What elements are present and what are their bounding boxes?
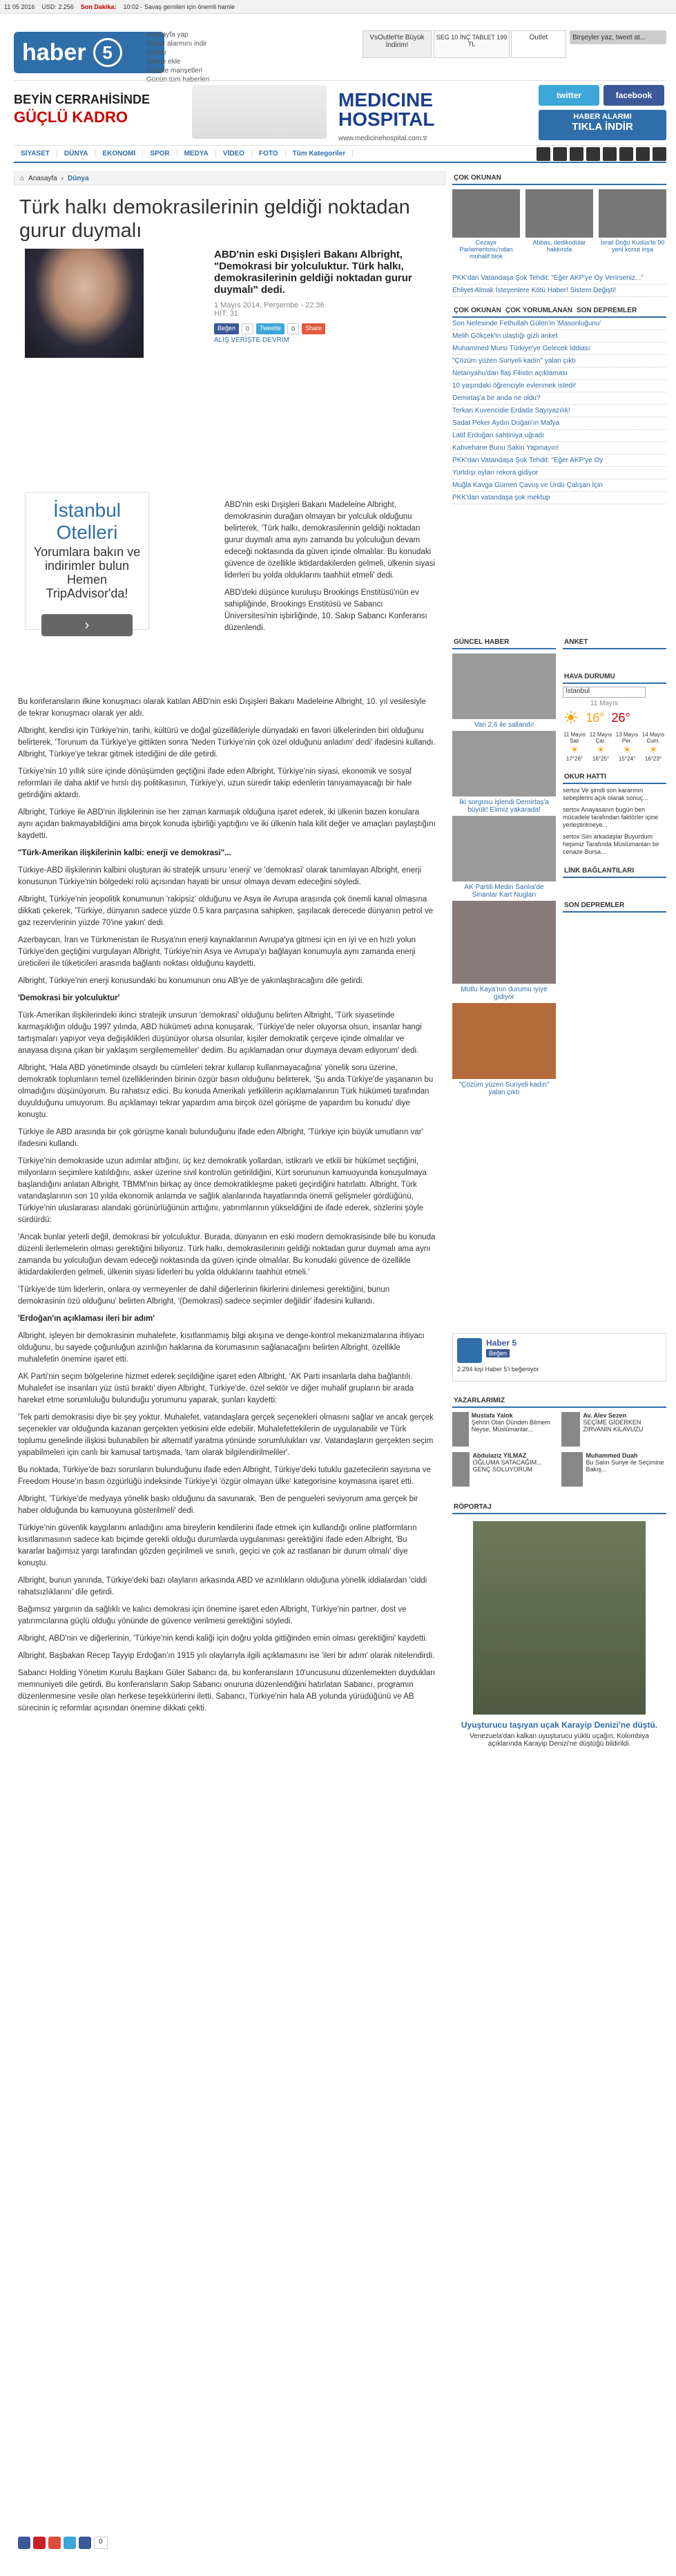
avatar (452, 1452, 470, 1487)
article-paragraph: 'Tek parti demokrasisi diye bir şey yoktur. Muhalefet, vatandaşlara gerçek seçenekleri olmasını sağlar ve ancak gerçek seçenekler var olduğunda kazanan gerçekten yetkisini elde edebilir. Muhalefettekilerin de uygulanabilir ve Türk toplumu genelinde ilişkisi bulunabilen bir alternatif yaratma yönünde sorumlulukları var. Vatandaşların gerçekten seçim yapabilmeleri için canlı bir kamusal tartışmada, 'tam olarak bilgilendirilmeliler'. (18, 1413, 434, 1457)
twitter-button[interactable]: twitter (539, 85, 599, 106)
hospital-name: MEDICINE HOSPITAL (338, 89, 435, 130)
bottom-share (18, 2537, 108, 2549)
nav-item[interactable]: EKONOMİ (96, 150, 144, 158)
sidebar-top (452, 171, 666, 504)
article-paragraph: Albright, ABD'nin ve diğerlerinin, 'Türkiye'nin kendi kaliği için doğru yolda gittiğinden emin olması gerektiğini' kaydetti. (18, 1634, 428, 1643)
nav-item[interactable]: SPOR (143, 150, 177, 158)
forecast-day (589, 732, 612, 762)
header-links (146, 30, 209, 84)
thumb-image (452, 189, 520, 238)
article-paragraph: Bu konferansların ilkine konuşmacı olarak katılan ABD'nin eski Dışişleri Bakanı Madeleine Albright, 10. yıl vesilesiyle de tekrar konuşmacı olarak yer aldı. (18, 698, 426, 718)
list-item[interactable]: Ehliyet Almak İsteyenlere Kötü Haber! Sistem Değişti! (452, 285, 666, 297)
article-body (18, 696, 436, 1720)
twitter-icon[interactable] (553, 147, 567, 161)
nav-categories[interactable]: Tüm Kategoriler (286, 150, 354, 158)
current-date: 11 05 2016 (4, 3, 35, 10)
alarm-label: HABER ALARMI (573, 113, 632, 121)
banner-slogan-line1: BEYİN CERRAHİSİNDE (14, 93, 151, 106)
header-link[interactable]: Linkler (146, 49, 167, 57)
tab-earthquakes[interactable]: SON DEPREMLER (576, 306, 637, 314)
guncel-image[interactable] (452, 653, 556, 719)
facebook-icon[interactable] (18, 2537, 30, 2549)
article-paragraph: 'Ancak bunlar yeterli değil, demokrasi bir yolculuktur. Burada, dünyanın en eski modern demokrasisinde bile bu konuda düzenli ilerlemelerin olması gerektiğini biliyoruz. Türk halkı, demokrasilerinin geldiği noktadan gurur duymalı ama aynı zamanda bu yolculuğun devam edeceği noktasında da güven içinde olmalılar. Bu konudaki güvence de özellikle iktidardakilerden gelmeli, ülkenin siyasi liderleri bu yolda olduklarını taahhüt etmeli.' (18, 1233, 436, 1277)
sun-icon: ☀ (622, 744, 632, 755)
alarm-cta: TIKLA İNDİR (572, 121, 633, 133)
logo-number: 5 (93, 38, 122, 67)
writer-article: SEÇİME GİDERKEN ZIRVANIN KILAVUZU (583, 1419, 644, 1433)
news-tabs (452, 304, 666, 318)
home-icon[interactable] (653, 147, 666, 161)
header-link[interactable]: Gazete manşetleri (146, 67, 203, 75)
pinterest-icon[interactable] (33, 2537, 46, 2549)
comment-item[interactable]: sertox Ve şimdi son kararının sebeplerini açık olarak sonuç... (563, 787, 648, 801)
related-link[interactable]: ALIŞ VERİŞTE DEVRİM (214, 336, 289, 344)
article-paragraph: ABD'nin eski Dışişleri Bakanı Madeleine Albright, demokrasinin durağan olmayan bir yolculuk olduğunu belirterek, 'Türk halkı, demokrasilerinin geldiği noktadan gurur duymalı ama aynı zamanda bu yolculuğun devam edeceği noktasında da güven içinde olmalılar. Bu konudaki güvence de özellikle iktidardakilerden gelmeli, ülkenin siyasi liderleri bu yolda olduklarını taahhüt etmeli' dedi. (224, 501, 435, 580)
ad-next-button[interactable]: › (41, 614, 133, 636)
reportaj-text: Venezuela'dan kalkan uyuşturucu yüklü uçağın, Kolombiya açıklarında Karayip Denizi'ne düştüğü bildirildi. (470, 1733, 649, 1748)
breadcrumb-current[interactable]: Dünya (68, 174, 89, 182)
share-button[interactable]: Share (302, 323, 325, 334)
fb-count: 2.294 kişi Haber 5'i beğeniyor. (457, 1366, 541, 1373)
article-paragraph: Albright, Türkiye'nin enerji konusundaki bu konumunun onu AB'ye de yakınlaştıracağını dile getirdi. (18, 977, 365, 985)
thumb-item[interactable] (452, 189, 520, 260)
article-paragraph: Türkiye'nin demokraside uzun adımlar attığını, üç kez demokratik yollardan, istikrarlı ve etkili bir hükümet seçtiğini, milyonların seçimlere katıldığını, asker üzerine sivil kontrolün getirildiğini, Kürt sorununun kamuoyunda konuşulmaya başlandığını anlatan Albright, TBMM'nin birkaç ay önce demokratikleşme paketi geçirdiğini hatırlattı. Albright, Türk vatandaşlarının son 10 yılda ekonomik anlamda ve sağlık alanlarında hayatlarında önemli gelişmeler gördüğünü, Türkiye'nin uluslararası alandaki görünürlüğünün arttığını, yatırımlarının yükseldiğini de ifade ederek, sözlerini şöyle sürdürdü: (18, 1157, 427, 1224)
article-paragraph: ABD'deki düşünce kuruluşu Brookings Enstitüsü'nün ev sahipliğinde, Brookings Enstitüsü ve Sabancı Üniversitesi'nin işbirliğinde, 10. Sakıp Sabancı Konferansı düzenlendi. (224, 589, 427, 632)
breaking-list (452, 272, 666, 297)
comment-item[interactable]: sertox Anayasanın bugün ben mücadele tarafından faktörler içine yerleştirilmeye... (563, 806, 659, 828)
facebook-icon[interactable] (537, 147, 550, 161)
forecast-label: 14 Mayıs Cum. (641, 732, 665, 744)
guncel-caption[interactable]: AK Partili Medin Sanlıa'de Sinanlar Kart Nugları (464, 884, 544, 899)
list-item[interactable]: Melih Gökçek'in ulaştığı gizli anket (452, 330, 666, 343)
ad-text: Yorumlara bakın ve indirimler bulun Hemen TripAdvisor'da! (33, 545, 141, 600)
writer-name: Mustafa Yalok (471, 1412, 513, 1419)
article-paragraph: Albright, bunun yanında, Türkiye'deki bazı olayların arkasında ABD ve azınlıkların olduğuna yönelik iddialardan 'ciddi rahatsızlıklarını' dile getirdi. (18, 1576, 427, 1596)
reportaj-image[interactable] (473, 1521, 646, 1715)
earthquakes-title: SON DEPREMLER (563, 899, 666, 913)
thumb-caption: Cezayir Parlamentosu'ndan muhalif blok (459, 239, 513, 260)
header-ad-outlet[interactable]: Outlet (511, 30, 566, 58)
guncel-caption[interactable]: Van 2,6 ile sallandı! (474, 721, 534, 729)
forecast-day (641, 732, 665, 762)
forecast-label: 13 Mayıs Per. (615, 732, 639, 744)
list-item[interactable]: Muğla Kavga Gümen Çavuş ve Ürdü Çalışan İçin (452, 479, 666, 492)
page-avatar (457, 1338, 482, 1363)
list-item[interactable]: Kahvehane Bunu Sakin Yapmayın! (452, 442, 666, 455)
site-logo[interactable] (14, 32, 164, 73)
weather-city-select[interactable]: İstanbul (563, 687, 646, 698)
weather-title: HAVA DURUMU (563, 670, 666, 684)
forecast-label: 12 Mayıs Çar. (589, 732, 612, 744)
weather-widget (563, 687, 666, 762)
right-column (563, 636, 666, 913)
article-paragraph: Türkiye'nin güvenlik kaygılarını anladığını ama bireylerin kendilerini ifade etmek için kullandığı online platformların kısıtlanmasının sadece katı biçimde gerekli olduğu durumlarda uygulanması gerektiğini ifade eden Albright, 'Bu kararlar bağımsız yargı tarafından gözden geçirilmeli ve sınırlı, geçici ve çok az rastlanan bir durum olmalı' diye konuştu. (18, 1524, 417, 1567)
thumb-caption: Abbas, dedikodular hakkında (532, 239, 586, 253)
weather-low: 16° (586, 711, 605, 725)
forecast-temp: 16°23° (644, 756, 662, 762)
tab-most-commented[interactable]: ÇOK YORUMLANAN (505, 306, 572, 314)
article-paragraph: Albright, Başbakan Recep Tayyip Erdoğan'ın 1915 yılı olaylarıyla ilgili açıklamasını ise 'ileri bir adım' olarak nitelendirdi. (18, 1652, 435, 1660)
article-paragraph: Albright, 'Türkiye'de medyaya yönelik baskı olduğunu da savunarak, 'Ben de pengueleri seviyorum ama gerçek bir haber olduğunda bu kamuoyuna gösterilmeli' dedi. (18, 1495, 418, 1515)
thumb-caption: İsrail Doğu Kudüs'te 90 yeni konut inşa (600, 239, 665, 253)
forecast-day (615, 732, 639, 762)
list-item[interactable]: "Çözüm yüzen Suriyeli kadın" yalan çıktı (452, 355, 666, 368)
social-buttons (539, 85, 664, 106)
article-photo (25, 249, 144, 358)
gplus-count: 0 (287, 323, 299, 334)
header-link[interactable]: Haber alarmını indir (146, 40, 207, 48)
guncel-caption[interactable]: Mutlu Kaya'nın durumu iyiye gidiyor (461, 986, 548, 1001)
nav-item[interactable]: VİDEO (216, 150, 252, 158)
article-title: Türk halkı demokrasilerinin geldiği noktadan gurur duymalı (19, 196, 410, 242)
weather-high: 26° (611, 711, 630, 725)
header-ad-vsoutlet[interactable]: VsOutlet'te Büyük İndirim! (363, 30, 432, 58)
links-title: LİNK BAĞLANTILARI (563, 864, 666, 878)
header-link[interactable]: Anasayfa yap (146, 31, 189, 39)
logo-text: haber (22, 39, 86, 66)
writer-item[interactable] (452, 1412, 556, 1447)
guncel-column (452, 636, 556, 1098)
sun-icon: ☀ (563, 707, 579, 728)
list-item[interactable]: Yurtdışı oyları rekora gidiyor (452, 467, 666, 479)
article-paragraph: Türk-Amerikan ilişkilerindeki ikinci stratejik unsurun 'demokrasi' olduğunu belirten Albright, 'Türk siyasetinde karmaşıklığın olduğu 1997 yılında, ABD hükümeti adına konuşarak, 'Türkiye'de neler oluyorsa olsun, insanlar hangi tartışmaları yapıyor veya değişiklikleri düşünüyor olursa olsunlar, kişiler demokratik çerçeve içinde olmalılar ve anayasa dışına çıkan bir yaklaşım sergilememeliler' dedim. Bu açıklamadan onur duymaya devam ediyorum' dedi. (18, 1011, 422, 1055)
header-link[interactable]: Günün tüm haberleri (146, 76, 210, 84)
list-item[interactable]: PKK'dan Vatandaşa Şok Tehdit: "Eğer AKP'ye Oy (452, 455, 666, 467)
article-paragraph: Albright, Türkiye'nin jeopolitik konumunun 'rakipsiz' olduğunu ve Asya ile Avrupa arasında çok önemli kanal olmasına dikkati çekerek, 'Türkiye, dünyanın sadece yüzde 0.5 kara parçasına sahipken, şaşılacak derecede dünyanın petrol ve gaz rezervlerinin yüzde 70'ine yakın' dedi. (18, 895, 434, 927)
list-item[interactable]: Terkan Kuvencidie Erdada Sayıyazılık! (452, 405, 666, 417)
guncel-image[interactable] (452, 901, 556, 984)
list-item[interactable]: Son Nefesinde Fethullah Gülen'in 'Masonluğunu' (452, 318, 666, 330)
writer-item[interactable] (452, 1452, 556, 1487)
header-link[interactable]: Sitene ekle (146, 58, 181, 66)
article-paragraph: Bağımsız yargının da sağlıklı ve kalıcı demokrasi için önemine işaret eden Albright, Türkiye'nin partner, dost ve yatırımcılarına güçlü olduğu yönünde de güvence verilmesi gerektiğini söyledi. (18, 1605, 407, 1625)
article-subheading: "Türk-Amerikan ilişkilerinin kalbi: enerji ve demokrasi"... (18, 849, 231, 857)
share-count: 0 (94, 2537, 108, 2549)
sun-icon: ☀ (648, 744, 658, 755)
avatar (561, 1412, 580, 1447)
guncel-title: GÜNCEL HABER (452, 636, 556, 649)
home-icon[interactable]: ⌂ (20, 174, 25, 182)
facebook-like-button[interactable]: Beğen (214, 323, 239, 334)
share-bar (214, 323, 435, 334)
doctors-image (192, 85, 327, 139)
sun-icon: ☀ (596, 744, 606, 755)
guncel-image[interactable] (452, 1003, 556, 1079)
guncel-image[interactable] (452, 816, 556, 881)
article-paragraph: Albright, işleyen bir demokrasinin muhalefete, kısıtlanmamış bilgi akışına ve denge-kontrol mekanizmalarına ihtiyacı olduğunu, bu sayede çoğunluğun azınlığın haklarına da korumasının sağlanacağını belirten Albright, özellikle muhalefetin önemine işaret etti. (18, 1332, 425, 1364)
facebook-widget (452, 1333, 666, 1382)
list-item[interactable]: Sadat Peker Aydın Doğan'ın Mafya (452, 417, 666, 430)
article-summary (214, 249, 435, 344)
reportaj-title: RÖPORTAJ (452, 1500, 666, 1514)
avatar (561, 1452, 583, 1487)
sun-icon: ☀ (570, 744, 579, 755)
writer-article: Bu Salın Suriye ile Seçimine Bakış... (586, 1459, 664, 1473)
news-alarm-button[interactable] (539, 110, 666, 140)
article-paragraph: Türkiye ile ABD arasında bir çok görüşme kanalı bulunduğunu ifade eden Albright, 'Türkiye için büyük umutların var' ifadesini kullandı. (18, 1128, 423, 1148)
okur-list (563, 787, 666, 856)
like-count: 0 (242, 323, 253, 334)
writer-name: Abdulaziz YILMAZ (472, 1452, 527, 1459)
main-nav (14, 145, 666, 163)
guncel-caption[interactable]: "Çözüm yüzen Suriyeli kadın" yalan çıktı (458, 1081, 550, 1096)
hotel-ad[interactable] (25, 492, 149, 633)
breadcrumb (14, 171, 445, 185)
writer-name: Av. Alev Sezen (583, 1412, 627, 1419)
tweet-button[interactable]: Tweetle (256, 323, 284, 334)
fb-like-button[interactable]: Beğen (486, 1349, 510, 1357)
rss-icon[interactable] (603, 147, 617, 161)
article-paragraph: Azerbaycan, İran ve Türkmenistan ile Rusya'nın enerji kaynaklarının Avrupa'ya gitmesi için en iyi ve en hızlı yolun Türkiye'den geçtiğini vurgulayan Albright, Türkiye'nin Asya ve Avrupa'yı bağlayan konumuyla aynı zamanda enerji üreticileri ile tüketicileri arasında bağlantı noktası olduğunu kaydetti. (18, 936, 416, 968)
banner-slogan-line2: GÜÇLÜ KADRO (14, 108, 128, 126)
mail-icon[interactable] (636, 147, 650, 161)
article-intro (224, 499, 435, 640)
anket-title: ANKET (563, 636, 666, 649)
article-paragraph: AK Parti'nin seçim bölgelerine hizmet ederek seçildiğine işaret eden Albright, 'AK Parti insanlarla daha bağlantılı. Muhalefet ise insanları yüz üstü bıraktı' diyen Albright, Türkiye'de, özel sektör ve diğer muhalif grupların bir arada hareket etme sorumluluğu bulunduğu yorumunu yaparak, şunları kaydetti: (18, 1373, 414, 1404)
writer-item[interactable] (561, 1412, 665, 1447)
breadcrumb-home[interactable]: Anasayfa (28, 174, 57, 182)
nav-item[interactable]: SİYASET (14, 150, 57, 158)
add-icon[interactable] (619, 147, 633, 161)
article-subheading: 'Demokrasi bir yolculuktur' (18, 994, 120, 1002)
article-paragraph: Türkiye-ABD ilişkilerinin kalbini oluşturan iki stratejik unsuru 'enerji' ve 'demokrasi' olarak tanımlayan Albright, enerji konusunun Türkiye'nin bölgedeki rolü açısından hayati bir unsur olmaya devam edeceğini söyledi. (18, 866, 422, 886)
writer-article: OĞLUMA SATACAĞIM... GENÇ SOLUYORUM (472, 1459, 542, 1473)
sidebar-bottom (452, 1333, 666, 1748)
sidebar-tabs (452, 171, 666, 185)
hospital-logo (338, 89, 518, 142)
weather-date: 11 Mayıs (590, 700, 618, 707)
gplus-icon[interactable] (48, 2537, 61, 2549)
facebook-button[interactable]: facebook (603, 85, 664, 106)
tab-most-read[interactable]: ÇOK OKUNAN (454, 173, 501, 182)
list-item[interactable]: PKK'dan vatandaşa şok mektup (452, 492, 666, 504)
fb-page-name[interactable]: Haber 5 (486, 1338, 517, 1348)
article-paragraph: 'Türkiye'de tüm liderlerin, onlara oy vermeyenler de dahil diğerlerinin fikirlerini dinlemesi gerektiğini, bunun demokrasinin özü olduğunu' belirten Albright, '(Demokrasi) sadece seçimler değildir' ifadesini kullandı. (18, 1286, 390, 1306)
writers-title: YAZARLARIMIZ (452, 1394, 666, 1408)
usd-rate: USD: 2.256 (41, 3, 74, 10)
forecast-temp: 15°24° (618, 756, 636, 762)
list-item[interactable]: Demirtaş'a bir anda ne oldu? (452, 392, 666, 405)
news-list (452, 318, 666, 504)
article-paragraph: Albright, 'Hala ABD yönetiminde olsaydı bu cümleleri tekrar kullanıp kullanmayacağına' yönelik soru üzerine, demokratik toplumların temel özelliklerinden birinin özgür basın olduğunu belirterek, 'Şu anda Türkiye'de yaşananın bu olmadığını düşünüyorum. Bu rahatsız edici. Bu konuda Amerikalı yetkililerin açıklamalarının Türk hükümeti tarafından duyulduğunu umuyorum. Bu açıklamayı tekrar yapardım ama birçok özel görüşme de yapardım bu konudu' diye konuştu. (18, 1064, 434, 1119)
article-paragraph: Albright, Türkiye ile ABD'nin ilişkilerinin ise her zaman karmaşık olduğuna işaret ederek, iki ülkenin bazen konulara aynı açıdan bakmayabildiğini ama birçok konuda işbirliği yaptığını ve iki ülkenin hala kilit değer ve amaçları paylaştığını kaydetti. (18, 808, 436, 840)
facebook-share-icon[interactable] (79, 2537, 91, 2549)
thumb-item[interactable] (599, 189, 666, 260)
comment-item[interactable]: sertox Siin arkadaşlar Buyurdum hepimiz Tarafında Müslümanları bir cenaze Bursa... (563, 833, 659, 855)
ad-title: İstanbul Otelleri (52, 499, 122, 543)
linkedin-icon[interactable] (586, 147, 600, 161)
avatar (452, 1412, 469, 1447)
breadcrumb-separator: › (61, 174, 64, 182)
nav-icons (537, 147, 666, 161)
article-hits: HIT: 31 (214, 309, 238, 318)
list-item[interactable]: Latif Erdoğan sahtiniya uğradı (452, 430, 666, 442)
forecast-label: 11 Mayıs Salı (563, 732, 586, 744)
site-header (0, 14, 676, 84)
top-bar (0, 0, 676, 14)
nav-item[interactable]: MEDYA (177, 150, 216, 158)
article-paragraph: Sabancı Holding Yönetim Kurulu Başkanı Güler Sabancı da, bu konferansların 10'uncusunu düzenlemekten duydukları memnuniyeti dile getirdi. Bu konferansların Sakıp Sabancı onuruna düzenlendiğini hatırlatan Sabancı, programın düzenlenmesine vesile olan herkese teşekkürlerini iletti. Sabancı, Türkiye'nin hala AB yolunda yürüdüğünü ve AB sürecinin iç reformlar açısından önemine dikkati çekti. (18, 1669, 436, 1712)
header-ad-tablet[interactable]: SEG 10 İNÇ TABLET 199 TL (434, 30, 510, 58)
thumb-image (525, 189, 593, 238)
hospital-url: www.medicinehospital.com.tr (338, 135, 427, 142)
writer-name: Muhammed Duah (586, 1452, 638, 1459)
forecast-day (563, 732, 586, 762)
writer-item[interactable] (561, 1452, 665, 1487)
article-lead: ABD'nin eski Dışişleri Bakanı Albright, "Demokrasi bir yolculuktur. Türk halkı, demokrasilerinin geldiği noktadan gurur duymalı" dedi. (214, 249, 412, 296)
list-item[interactable]: PKK'dan Vatandaşa Şok Tehdit: "Eğer AKP'ye Oy Verirseniz..." (452, 272, 666, 285)
article-subheading: 'Erdoğan'ın açıklaması ileri bir adım' (18, 1315, 155, 1323)
reportaj-caption[interactable]: Uyuşturucu taşıyan uçak Karayip Denizi'ne düştü. (461, 1720, 658, 1730)
gplus-icon[interactable] (570, 147, 583, 161)
writer-article: Şehrin Olan Dünden Bilmem Neyse, Müslümanlar... (471, 1419, 550, 1433)
forecast-temp: 16°25° (592, 756, 610, 762)
article-paragraph: Türkiye'nin 10 yıllık süre içinde dönüşümden geçtiğini ifade eden Albright, Türkiye'nin siyasi, ekonomik ve sosyal reformları ile daha aktif ve hırslı dış politikasının, Türkiye'yi, uzun süredir takip edenlerin tanıyamayacağı bir hale getirdiğini aktardı. (18, 767, 412, 799)
tab-most-read[interactable]: ÇOK OKUNAN (454, 306, 501, 314)
banner-slogan (14, 90, 190, 132)
nav-item[interactable]: FOTO (252, 150, 286, 158)
article-paragraph: Bu noktada, Türkiye'de bazı sorunların bulunduğunu ifade eden Albright, Türkiye'deki tutuklu gazetecilerin sayısına ve Freedom House'ın basın özgürlüğü indeksinde Türkiye'yi 'özgür olmayan ülke' kategorisine koymasına işaret etti. (18, 1466, 431, 1486)
guncel-image[interactable] (452, 731, 556, 796)
article-date: 1 Mayıs 2014, Perşembe - 22:36 (214, 301, 325, 309)
list-item[interactable]: Muhammed Mursi Türkiye'ye Gelecek İddiası (452, 343, 666, 355)
okur-title: OKUR HATTI (563, 770, 666, 784)
breaking-news-link[interactable]: 10:02 - Savaş gemileri için önemli hamle (123, 3, 235, 10)
tweet-input[interactable]: Birşeyler yaz, tweet at... (570, 30, 666, 44)
guncel-caption[interactable]: İki sorgusu işlendi Demirtaş'a büyük! Elimiz yakarada! (459, 799, 549, 814)
thumb-image (599, 189, 666, 238)
list-item[interactable]: Netanyahu'dan flaş Filistin açıklaması (452, 368, 666, 380)
twitter-icon[interactable] (64, 2537, 76, 2549)
forecast-temp: 17°26° (566, 756, 583, 762)
breaking-label: Son Dakika: (80, 3, 117, 10)
thumb-item[interactable] (525, 189, 593, 260)
writers-grid (452, 1412, 666, 1487)
list-item[interactable]: 10 yaşındaki öğrenciyle evlenmek istedi! (452, 380, 666, 392)
article-paragraph: Albright, kendisi için Türkiye'nin, tarihi, kültürü ve doğal güzellikleriyle dünyadaki en favori ülkelerinden biri olduğunu belirterek, 'Torunum da Türkiye'ye gittikten sonra 'Neden Türkiye'nin çok özel olduğunu anladım' dedi' ifadesini kullandı. Albright, Türkiye'ye tekrar gitmek istediğini de dile getirdi. (18, 727, 436, 759)
hospital-banner[interactable] (14, 80, 666, 141)
top-thumbs (452, 189, 666, 260)
nav-item[interactable]: DÜNYA (57, 150, 96, 158)
